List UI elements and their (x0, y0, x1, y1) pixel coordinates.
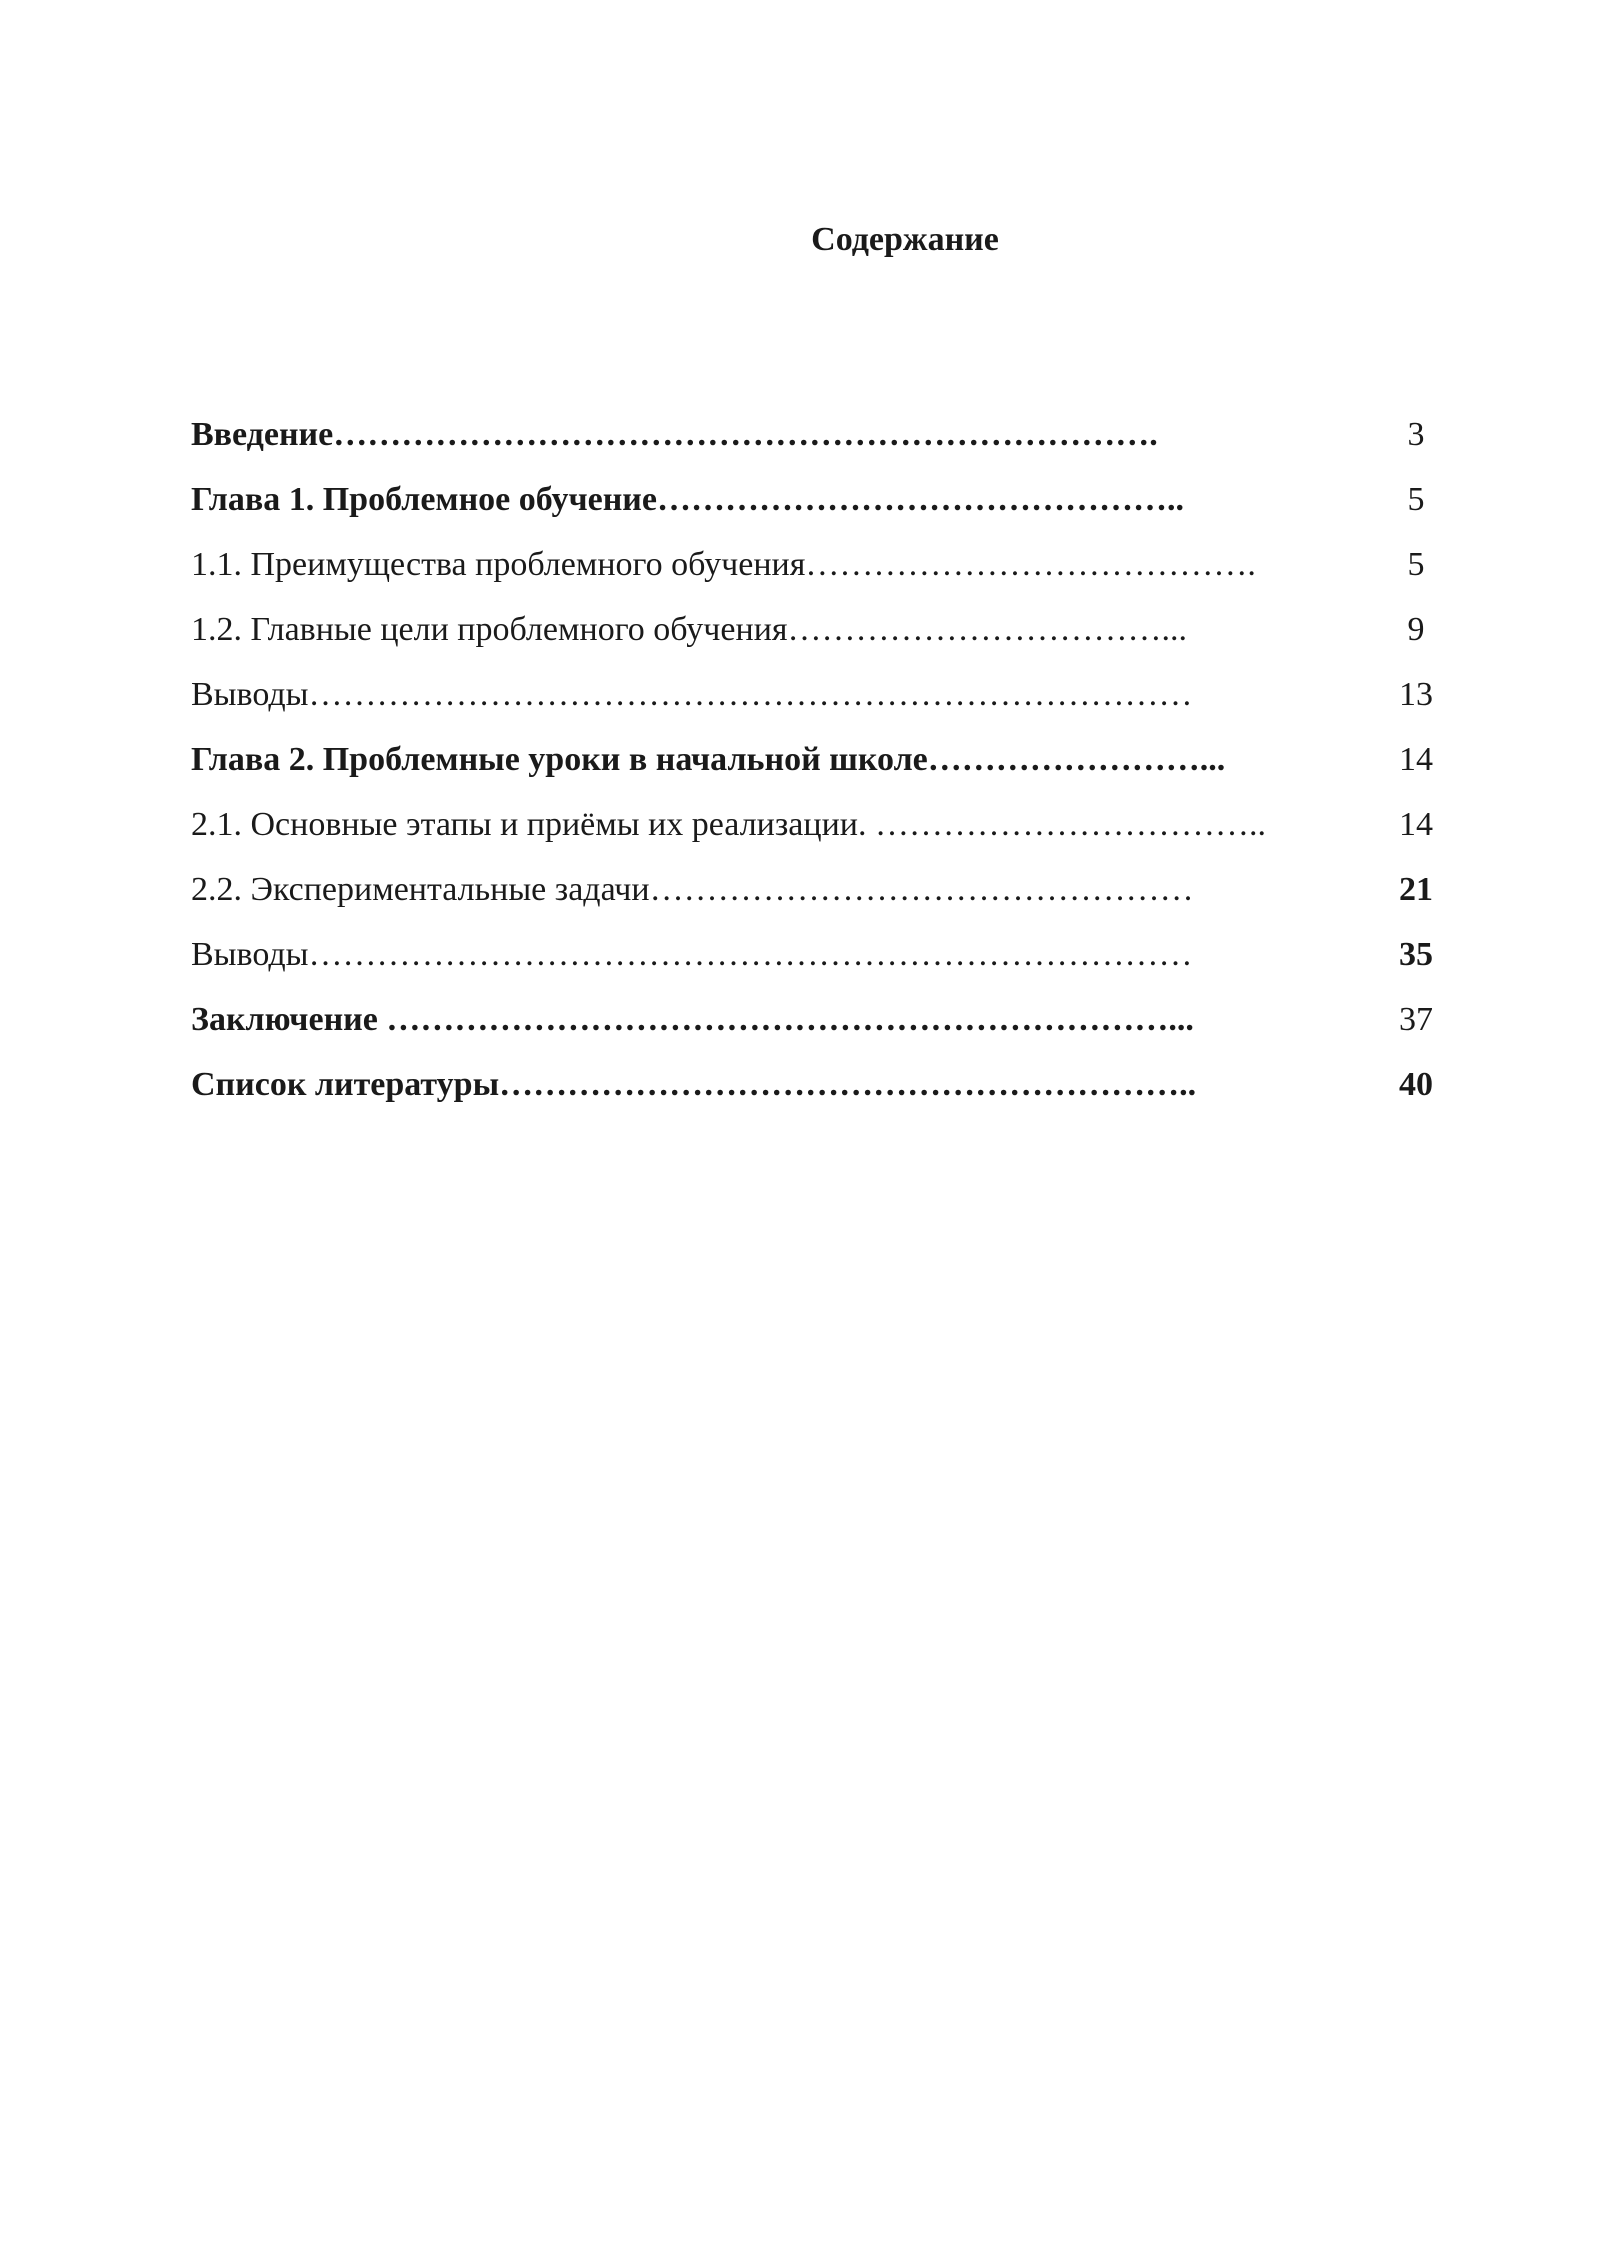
toc-entry-page: 3 (1407, 416, 1425, 453)
toc-entry-text: 2.1. Основные этапы и приёмы их реализации. …………………………….. (191, 806, 1266, 843)
toc-entry-bibliography (191, 1061, 1451, 1126)
toc-entry-page: 13 (1399, 676, 1433, 713)
toc-entry-page: 5 (1407, 481, 1425, 518)
toc-entry-text: 2.2. Экспериментальные задачи………………………………………… (191, 871, 1194, 908)
table-of-contents (191, 411, 1451, 1126)
toc-entry-text: Выводы…………………………………………………………………… (191, 936, 1193, 973)
toc-entry-page: 21 (1399, 871, 1433, 908)
toc-entry-introduction (191, 411, 1451, 476)
toc-entry-chapter-2 (191, 736, 1451, 801)
toc-entry-text: Глава 2. Проблемные уроки в начальной школе……………………... (191, 741, 1226, 778)
toc-entry-text: Глава 1. Проблемное обучение……………………………………….. (191, 481, 1184, 518)
toc-entry-text: Заключение ……………………………………………………………... (191, 1001, 1194, 1038)
toc-entry-chapter-1 (191, 476, 1451, 541)
toc-entry-text: 1.2. Главные цели проблемного обучения……………………………... (191, 611, 1188, 648)
toc-entry-text: Выводы…………………………………………………………………… (191, 676, 1193, 713)
toc-entry-page: 35 (1399, 936, 1433, 973)
page-title: Содержание (811, 221, 999, 258)
toc-entry-conclusion (191, 996, 1451, 1061)
toc-entry-text: 1.1. Преимущества проблемного обучения…………………………………. (191, 546, 1256, 583)
toc-entry-text: Список литературы…………………………………………………….. (191, 1066, 1197, 1103)
toc-entry-section-1-2 (191, 606, 1451, 671)
toc-entry-page: 40 (1399, 1066, 1433, 1103)
toc-entry-page: 9 (1407, 611, 1425, 648)
toc-entry-page: 5 (1407, 546, 1425, 583)
toc-entry-section-1-1 (191, 541, 1451, 606)
toc-entry-page: 14 (1399, 741, 1433, 778)
toc-entry-conclusions-1 (191, 671, 1451, 736)
toc-entry-text: Введение………………………………………………………………. (191, 416, 1158, 453)
toc-entry-page: 37 (1399, 1001, 1433, 1038)
toc-entry-section-2-1 (191, 801, 1451, 866)
toc-entry-section-2-2 (191, 866, 1451, 931)
toc-entry-conclusions-2 (191, 931, 1451, 996)
toc-entry-page: 14 (1399, 806, 1433, 843)
